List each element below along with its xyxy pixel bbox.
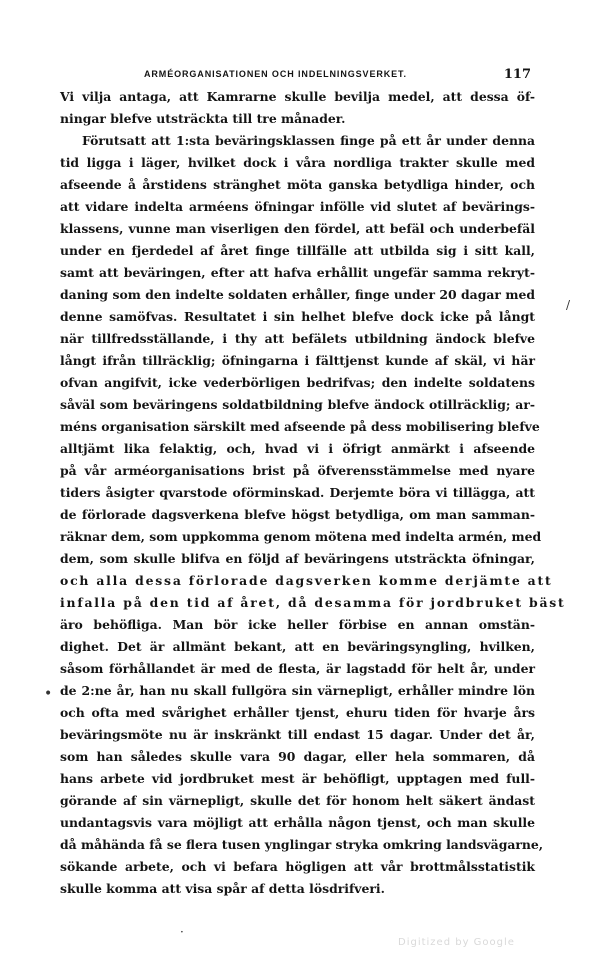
text-line: dem, som skulle blifva en följd af beväringens utsträckta öfningar,	[60, 551, 535, 566]
text-line: långt ifrån tillräcklig; öfningarna i fälttjenst kunde af skäl, vi här	[60, 353, 535, 368]
text-line: tid ligga i läger, hvilket dock i våra nordliga trakter skulle med	[60, 155, 535, 170]
text-line: och alla dessa förlorade dagsverken komme derjämte att	[60, 573, 553, 588]
footer-dot-mark: ·	[180, 925, 184, 939]
text-line: på vår arméorganisations brist på öfverensstämmelse med nyare	[60, 463, 535, 478]
text-line: och ofta med svårighet erhåller tjenst, ehuru tiden för hvarje års	[60, 705, 535, 720]
text-line: att vidare indelta arméens öfningar infölle vid slutet af bevärings-	[60, 199, 535, 214]
text-line: klassens, vunne man viserligen den fördel, att befäl och underbefäl	[60, 221, 535, 236]
text-line: såväl som beväringens soldatbildning blefve ändock otillräcklig; ar-	[60, 397, 535, 412]
text-line: alltjämt lika felaktig, och, hvad vi i öfrigt anmärkt i afseende	[60, 441, 535, 456]
body-text	[60, 86, 566, 900]
text-line: de 2:ne år, han nu skall fullgöra sin värnepligt, erhåller mindre lön	[60, 683, 535, 698]
text-line: såsom förhållandet är med de flesta, är lagstadd för helt år, under	[60, 661, 535, 676]
text-line: äro behöfliga. Man bör icke heller förbise en annan omstän-	[60, 617, 535, 632]
text-line: räknar dem, som uppkomma genom mötena med indelta armén, med	[60, 529, 542, 544]
text-line: méns organisation särskilt med afseende på dess mobilisering blefve	[60, 419, 540, 434]
text-line: under en fjerdedel af året finge tillfälle att utbilda sig i sitt kall,	[60, 243, 535, 258]
text-line: beväringsmöte nu är inskränkt till endast 15 dagar. Under det år,	[60, 727, 535, 742]
text-line: då måhända få se flera tusen ynglingar stryka omkring landsvägarne,	[60, 837, 544, 852]
text-line: Vi vilja antaga, att Kamrarne skulle bevilja medel, att dessa öf-	[60, 89, 535, 104]
running-header	[60, 68, 535, 84]
margin-dot-mark: •	[44, 686, 53, 702]
text-line: hans arbete vid jordbruket mest är behöfligt, upptagen med full-	[60, 771, 535, 786]
text-line: undantagsvis vara möjligt att erhålla någon tjenst, och man skulle	[60, 815, 535, 830]
text-line: görande af sin värnepligt, skulle det för honom helt säkert ändast	[60, 793, 535, 808]
text-line: ofvan angifvit, icke vederbörligen bedrifvas; den indelte soldatens	[60, 375, 535, 390]
text-line: de förlorade dagsverkena blefve högst betydliga, om man samman-	[60, 507, 535, 522]
page-number: 117	[503, 67, 531, 82]
margin-slash-mark: /	[566, 298, 571, 312]
text-line: denne samöfvas. Resultatet i sin helhet blefve dock icke på långt	[60, 309, 535, 324]
text-line: afseende å årstidens stränghet möta ganska betydliga hinder, och	[60, 177, 535, 192]
text-line: Förutsatt att 1:sta beväringsklassen finge på ett år under denna	[82, 133, 535, 148]
text-line: när tillfredsställande, i thy att befälets utbildning ändock blefve	[60, 331, 535, 346]
text-line: infalla på den tid af året, då desamma för jordbruket bäst	[60, 595, 566, 610]
text-line: som han således skulle vara 90 dagar, eller hela sommaren, då	[60, 749, 535, 764]
text-line: samt att beväringen, efter att hafva erhållit ungefär samma rekryt-	[60, 265, 535, 280]
text-line: daning som den indelte soldaten erhåller, finge under 20 dagar med	[60, 287, 535, 302]
text-line: ningar blefve utsträckta till tre månader.	[60, 111, 346, 126]
text-line: skulle komma att visa spår af detta lösdrifveri.	[60, 881, 385, 896]
text-line: sökande arbete, och vi befara högligen att vår brottmålsstatistik	[60, 859, 535, 874]
text-line: tiders åsigter qvarstode oförminskad. Derjemte böra vi tillägga, att	[60, 485, 535, 500]
text-line: dighet. Det är allmänt bekant, att en beväringsyngling, hvilken,	[60, 639, 535, 654]
scan-watermark: Digitized by Google	[398, 937, 515, 948]
running-title: ARMÉORGANISATIONEN OCH INDELNINGSVERKET.	[144, 69, 407, 79]
